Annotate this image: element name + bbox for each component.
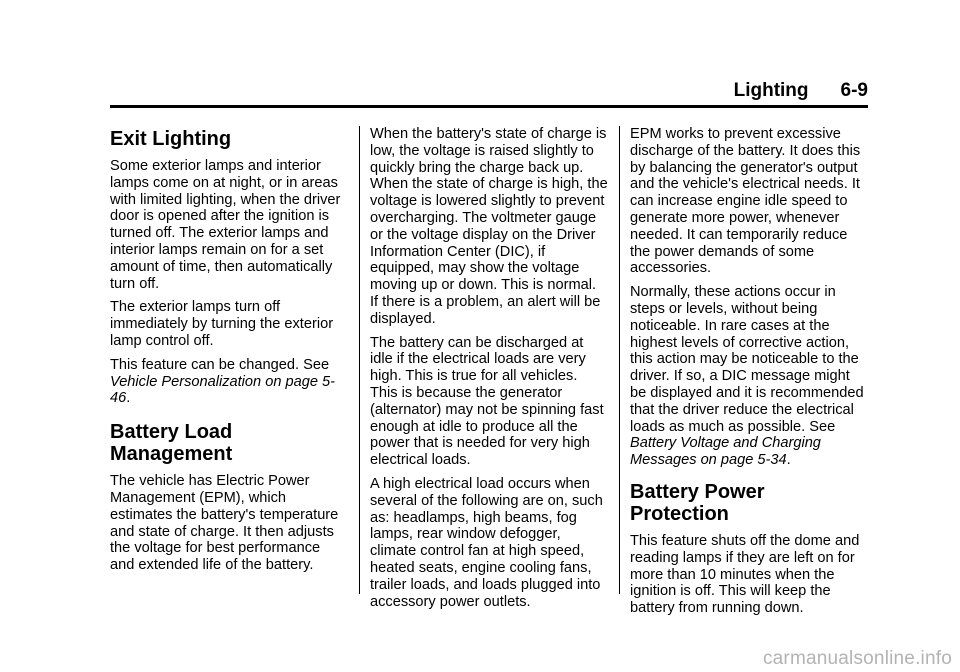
column-divider-1 [359, 126, 360, 594]
heading-exit-lighting: Exit Lighting [110, 128, 232, 150]
column-2 [370, 126, 608, 617]
exit-lighting-paragraph-2: The exterior lamps turn off immediately by turning the exterior lamp control off. [110, 299, 334, 349]
page-number: 6-9 [840, 80, 868, 101]
battery-load-period: . [786, 452, 791, 469]
battery-power-paragraph: This feature shuts off the dome and reading lamps if they are left on for more than 10 minutes when the ignition is off. This will keep the battery from running down. [630, 532, 860, 617]
column-divider-2 [619, 126, 620, 594]
exit-lighting-period: . [126, 390, 131, 407]
heading-battery-load-management: Battery Load Management [110, 421, 233, 466]
exit-lighting-see-text: This feature can be changed. See [110, 356, 330, 373]
battery-load-paragraph-4: A high electrical load occurs when several of the following are on, such as: headlamps, high beams, fog lamps, rear window defogger, climate control fan at high speed, heated seats, engine cooling fans, trailer loads, and loads plugged into accessory power outlets. [370, 475, 603, 610]
header-rule [110, 105, 868, 108]
page-header [110, 80, 868, 104]
watermark: carmanualsonline.info [762, 648, 952, 669]
exit-lighting-paragraph-3 [110, 357, 348, 407]
battery-load-paragraph-2: When the battery's state of charge is low, the voltage is raised slightly to quickly bring the charge back up. When the state of charge is high, the voltage is lowered slightly to prevent overcharging. The voltmeter gauge or the voltage display on the Driver Information Center (DIC), if equipped, may show the voltage moving up or down. This is normal. If there is a problem, an alert will be displayed. [370, 126, 608, 327]
vehicle-personalization-link[interactable]: Vehicle Personalization on page 5-46 [110, 373, 335, 407]
column-3 [630, 126, 868, 624]
exit-lighting-paragraph-1: Some exterior lamps and interior lamps come on at night, or in areas with limited lighting, when the driver door is opened after the ignition is turned off. The exterior lamps and interior lamps remain on for a set amount of time, then automatically turn off. [110, 158, 341, 292]
battery-load-paragraph-3: The battery can be discharged at idle if the electrical loads are very high. This is true for all vehicles. This is because the generator (alternator) may not be spinning fast enough at idle to produce all the power that is needed for very high electrical loads. [370, 334, 604, 469]
battery-load-paragraph-5: EPM works to prevent excessive discharge of the battery. It does this by balancing the generator's output and the vehicle's electrical needs. It can increase engine idle speed to generate more power, whenever needed. It can temporarily reduce the power demands of some accessories. [630, 126, 861, 277]
section-title: Lighting [733, 80, 809, 101]
battery-voltage-messages-link[interactable]: Battery Voltage and Charging Messages on page 5-34 [630, 435, 821, 469]
battery-load-paragraph-1: The vehicle has Electric Power Management (EPM), which estimates the battery's temperature and state of charge. It then adjusts the voltage for best performance and extended life of the battery. [110, 473, 339, 574]
battery-load-see-text: Normally, these actions occur in steps or levels, without being noticeable. In rare cases at the highest levels of corrective action, this action may be noticeable to the driver. If so, a DIC message might be displayed and it is recommended that the driver reduce the electrical loads as much as possible. See [630, 284, 864, 435]
battery-load-paragraph-6 [630, 284, 868, 469]
heading-battery-power-protection: Battery Power Protection [630, 480, 765, 525]
column-1 [110, 120, 348, 581]
